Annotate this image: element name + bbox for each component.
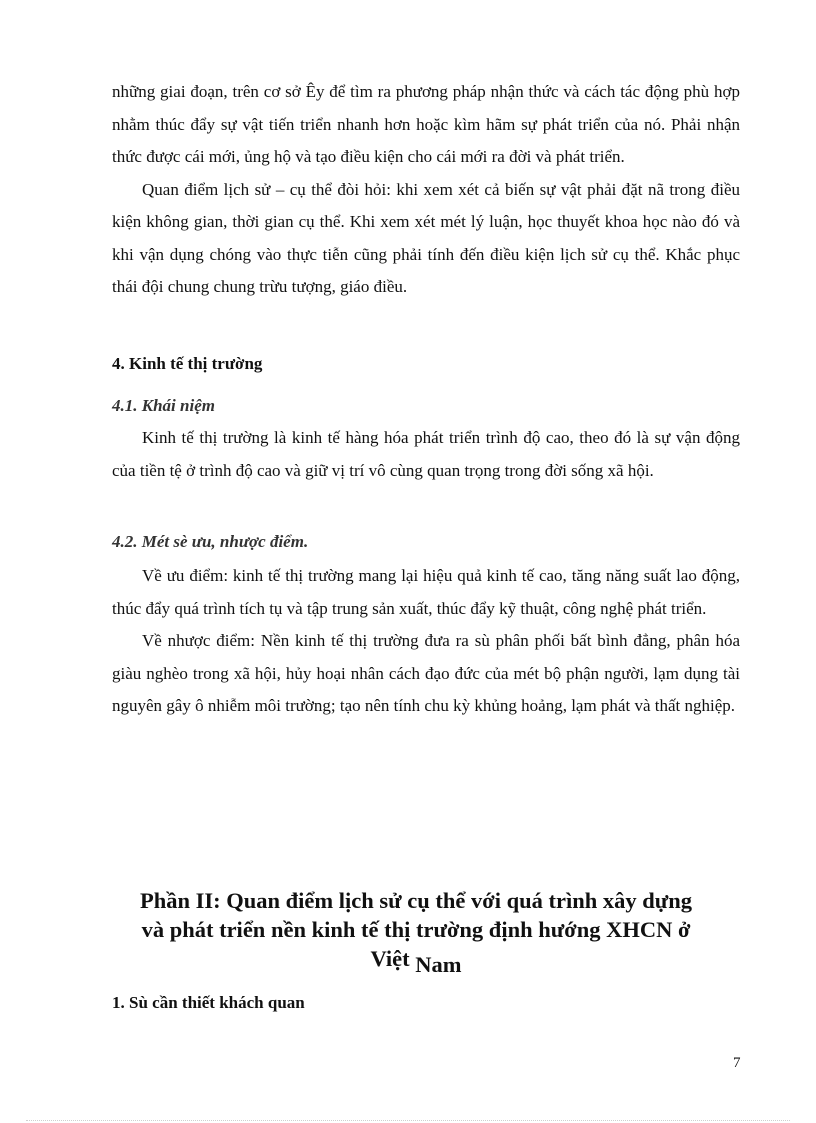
part-title-word-nam: Nam	[415, 952, 462, 977]
pros-cons-text-block	[112, 560, 740, 723]
paragraph-advantages: Về ưu điểm: kinh tế thị trường mang lại hiệu quả kinh tế cao, tăng năng suất lao động, thúc đẩy quá trình tích tụ và tập trung sản xuất, thúc đẩy kỹ thuật, công nghệ phát triển.	[112, 566, 740, 618]
part-title-word-viet: Việt	[370, 946, 410, 971]
paragraph-continuation: những giai đoạn, trên cơ sở Êy để tìm ra phương pháp nhận thức và cách tác động phù hợp nhằm thúc đẩy sự vật tiến triển nhanh hơn hoặc kìm hãm sự phát triển của nó. Phải nhận thức được cái mới, ủng hộ và tạo điều kiện cho cái mới ra đời và phát triển.	[112, 82, 740, 166]
concept-text-block	[112, 422, 740, 487]
paragraph-historical-concrete-view: Quan điểm lịch sử – cụ thể đòi hỏi: khi xem xét cả biến sự vật phải đặt nã trong điều kiện không gian, thời gian cụ thể. Khi xem xét mét lý luận, học thuyết khoa học nào đó và khi vận dụng chóng vào thực tiễn cũng phải tính đến điều kiện lịch sử cụ thể. Khắc phục thái đội chung chung trừu tượng, giáo điều.	[112, 179, 740, 296]
intro-text-block	[112, 76, 740, 304]
page-number: 7	[733, 1055, 741, 1071]
part-title-line-3	[96, 944, 736, 977]
section-heading-market-economy: 4. Kinh tế thị trường	[112, 354, 263, 373]
paragraph-disadvantages: Về nhược điểm: Nền kinh tế thị trường đưa ra sù phân phối bất bình đẳng, phân hóa giàu nghèo trong xã hội, hủy hoại nhân cách đạo đức của mét bộ phận người, lạm dụng tài nguyên gây ô nhiễm môi trường; tạo nên tính chu kỳ khủng hoảng, lạm phát và thất nghiệp.	[112, 631, 740, 715]
subsection-heading-pros-cons: 4.2. Mét sè ưu, nhược điểm.	[112, 532, 309, 551]
section-heading-objective-necessity: 1. Sù cần thiết khách quan	[112, 993, 305, 1012]
paragraph-concept: Kinh tế thị trường là kinh tế hàng hóa phát triển trình độ cao, theo đó là sự vận động của tiền tệ ở trình độ cao và giữ vị trí vô cùng quan trọng trong đời sống xã hội.	[112, 428, 740, 480]
page-bottom-divider	[26, 1120, 790, 1121]
part-title-line-2: và phát triển nền kinh tế thị trường định hướng XHCN ở	[141, 917, 691, 942]
part-two-title	[96, 886, 736, 977]
subsection-heading-concept: 4.1. Khái niệm	[112, 396, 215, 415]
part-title-line-1: Phần II: Quan điểm lịch sử cụ thể với quá trình xây dựng	[139, 888, 693, 913]
